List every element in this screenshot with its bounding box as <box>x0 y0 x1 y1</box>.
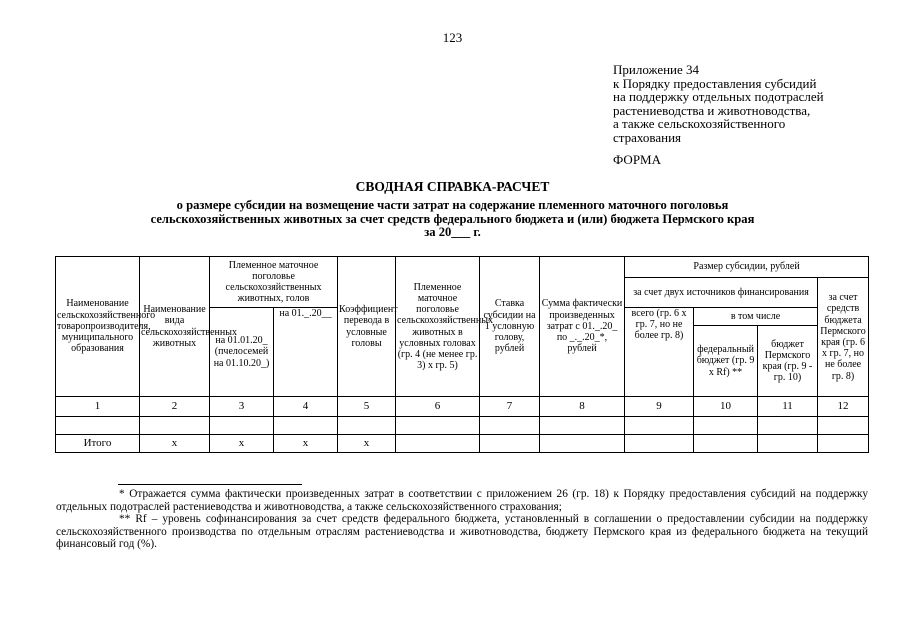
header-including: в том числе <box>694 308 818 326</box>
document-title: СВОДНАЯ СПРАВКА-РАСЧЕТ <box>355 179 550 194</box>
header-animal-type: Наименование вида сельскохозяйственных животных <box>140 257 210 397</box>
header-two-sources: за счет двух источников финансирования <box>625 278 818 308</box>
table-cell[interactable] <box>338 417 396 435</box>
table-row <box>56 417 869 435</box>
header-subsidy-rate: Ставка субсидии на 1 условную голову, рублей <box>480 257 540 397</box>
total-cell[interactable] <box>625 435 694 453</box>
header-date-start: на 01.01.20_ (пчелосемей на 01.10.20_) <box>210 308 274 397</box>
document-subtitle <box>0 199 905 240</box>
total-cell[interactable] <box>818 435 869 453</box>
column-number: 9 <box>625 397 694 417</box>
table-cell[interactable] <box>540 417 625 435</box>
column-number: 11 <box>758 397 818 417</box>
appendix-line: на поддержку отдельных подотраслей <box>613 89 824 105</box>
appendix-line: к Порядку предоставления субсидий <box>613 75 817 91</box>
table-cell[interactable] <box>396 417 480 435</box>
appendix-line: а также сельскохозяйственного <box>613 116 786 132</box>
column-numbers-row <box>56 397 869 417</box>
total-cell[interactable] <box>758 435 818 453</box>
calculation-table <box>55 256 869 453</box>
column-number: 12 <box>818 397 869 417</box>
footnotes <box>56 488 868 551</box>
header-producer-name: Наименование сельскохозяйственного товаропроизводителя, муниципального образования <box>56 257 140 397</box>
column-number: 4 <box>274 397 338 417</box>
header-subsidy-group: Размер субсидии, рублей <box>625 257 869 278</box>
column-number: 1 <box>56 397 140 417</box>
total-cell: x <box>274 435 338 453</box>
table-cell[interactable] <box>758 417 818 435</box>
column-number: 6 <box>396 397 480 417</box>
header-regional-only: за счет средств бюджета Пермского края (гр. 6 х гр. 7, но не более гр. 8) <box>818 278 869 397</box>
subtitle-line: за 20___ г. <box>424 225 481 239</box>
form-label: ФОРМА <box>613 152 661 167</box>
subtitle-line: сельскохозяйственных животных за счет средств федерального бюджета и (или) бюджета Пермского края <box>150 211 755 226</box>
total-cell[interactable] <box>694 435 758 453</box>
table-cell[interactable] <box>140 417 210 435</box>
footnote-item <box>56 513 868 551</box>
column-number: 5 <box>338 397 396 417</box>
table-cell[interactable] <box>625 417 694 435</box>
table-cell[interactable] <box>210 417 274 435</box>
header-conversion-coefficient: Коэффициент перевода в условные головы <box>338 257 396 397</box>
total-row <box>56 435 869 453</box>
total-cell: x <box>140 435 210 453</box>
header-actual-costs: Сумма фактически произведенных затрат с 01._.20_ по _._.20_*, рублей <box>540 257 625 397</box>
header-conditional-heads: Племенное маточное поголовье сельскохозяйственных животных в условных головах (гр. 4 (не менее гр. 3) х гр. 5) <box>396 257 480 397</box>
total-cell: x <box>210 435 274 453</box>
column-number: 3 <box>210 397 274 417</box>
header-date-end: на 01._.20__ <box>274 308 338 397</box>
appendix-note <box>613 63 824 145</box>
total-cell[interactable] <box>396 435 480 453</box>
appendix-line: Приложение 34 <box>613 62 700 77</box>
footnote-text: ** Rf – уровень софинансирования за счет средств федерального бюджета, установленный в соглашении о предоставлении субсидии на поддержку сельскохозяйственного производства по отдельным отраслям растениеводства и животноводства, бюджету Пермского края из федерального бюджета на текущий финансовый год (%). <box>56 513 868 551</box>
header-federal-budget: федеральный бюджет (гр. 9 х Rf) ** <box>694 326 758 397</box>
total-label: Итого <box>56 435 140 453</box>
table-cell[interactable] <box>56 417 140 435</box>
header-regional-budget: бюджет Пермского края (гр. 9 - гр. 10) <box>758 326 818 397</box>
header-total: всего (гр. 6 х гр. 7, но не более гр. 8) <box>625 308 694 397</box>
page-number: 123 <box>442 30 463 45</box>
subtitle-line: о размере субсидии на возмещение части затрат на содержание племенного маточного поголовья <box>176 198 729 212</box>
total-cell[interactable] <box>540 435 625 453</box>
footnote-text: * Отражается сумма фактически произведенных затрат в соответствии с приложением 26 (гр. 18) к Порядку предоставления субсидий на поддержку отдельных подотраслей растениеводства и животноводства, а также сельскохозяйственного страхования; <box>56 488 868 513</box>
total-cell[interactable] <box>480 435 540 453</box>
footnote-item <box>56 488 868 513</box>
table-cell[interactable] <box>694 417 758 435</box>
table-cell[interactable] <box>818 417 869 435</box>
column-number: 8 <box>540 397 625 417</box>
footnote-separator <box>118 484 302 485</box>
table-cell[interactable] <box>480 417 540 435</box>
appendix-line: страхования <box>613 129 682 145</box>
column-number: 10 <box>694 397 758 417</box>
table-cell[interactable] <box>274 417 338 435</box>
column-number: 7 <box>480 397 540 417</box>
header-livestock-group: Племенное маточное поголовье сельскохозяйственных животных, голов <box>210 257 338 308</box>
total-cell: x <box>338 435 396 453</box>
appendix-line: растениеводства и животноводства, <box>613 102 811 118</box>
column-number: 2 <box>140 397 210 417</box>
